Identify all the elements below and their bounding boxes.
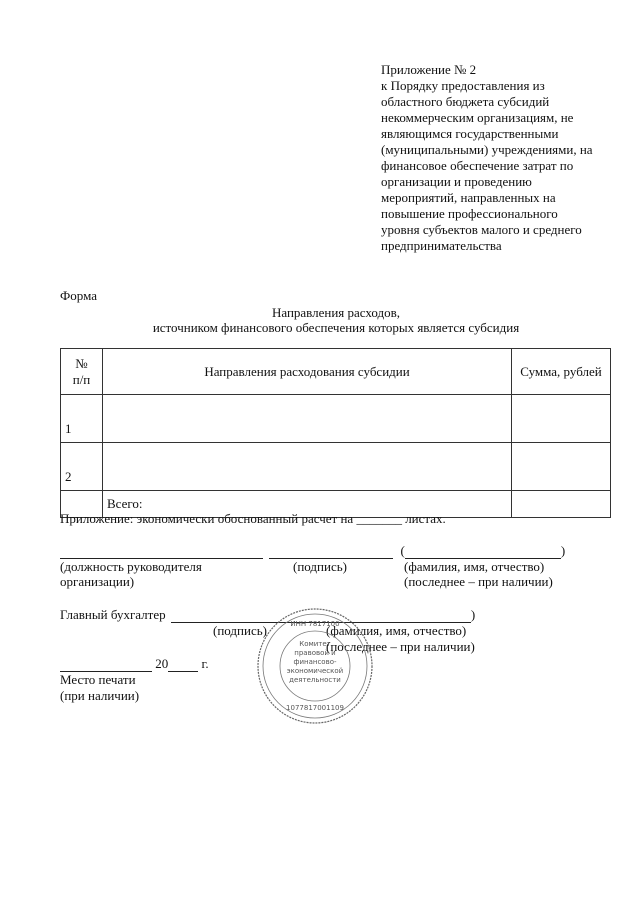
- appendix-line: предпринимательства: [381, 238, 502, 253]
- position-label-1: (должность руководителя: [60, 559, 202, 574]
- appendix-line: мероприятий, направленных на: [381, 190, 556, 205]
- stamp-ogrn: 1077817001109: [286, 704, 344, 712]
- appendix-line: некоммерческим организациям, не: [381, 110, 574, 125]
- table-row: [61, 395, 611, 443]
- stamp-middle-ring: [263, 614, 367, 718]
- name-line: [405, 545, 561, 559]
- position-line: [60, 545, 263, 559]
- name-label-1: (фамилия, имя, отчество): [404, 559, 545, 574]
- appendix-line: Приложение № 2: [381, 62, 477, 77]
- date-line: [60, 656, 209, 672]
- header-number-line1: №: [75, 355, 88, 371]
- table-header-row: [61, 349, 611, 395]
- stamp-line: экономической: [286, 667, 344, 675]
- open-paren: (: [400, 543, 405, 558]
- year-underline: [168, 658, 198, 672]
- signature-lines-head: [60, 543, 565, 559]
- stamp-line: Комитет: [299, 640, 331, 648]
- header-amount: Сумма, рублей: [512, 349, 611, 395]
- title-line-2: источником финансового обеспечения которых является субсидия: [152, 320, 520, 335]
- appendix-line: являющимся государственными: [381, 126, 559, 141]
- position-label-2: организации): [60, 574, 135, 589]
- header-number-line2: п/п: [72, 371, 91, 387]
- appendix-line: (муниципальными) учреждениями, на: [381, 142, 593, 157]
- row-direction-cell: [103, 395, 512, 443]
- table-row: [61, 443, 611, 491]
- header-direction: Направления расходования субсидии: [103, 349, 512, 395]
- stamp-line: правовой и: [294, 649, 336, 657]
- form-label: Форма: [60, 288, 97, 303]
- title-line-1: Направления расходов,: [271, 305, 401, 320]
- row-amount-cell: [512, 443, 611, 491]
- header-number: [61, 349, 103, 395]
- appendix-line: уровня субъектов малого и среднего: [381, 222, 582, 237]
- appendix-line: повышение профессионального: [381, 206, 558, 221]
- chief-name-label-1: (фамилия, имя, отчество): [326, 623, 467, 638]
- date-underline: [60, 658, 152, 672]
- row-number: 1: [61, 395, 103, 443]
- appendix-line: финансовое обеспечение затрат по: [381, 158, 574, 173]
- chief-accountant-label: Главный бухгалтер: [60, 607, 166, 622]
- seal-place-2: (при наличии): [60, 688, 140, 703]
- stamp-inn: ИНН 7817100: [290, 620, 340, 628]
- appendix-line: областного бюджета субсидий: [381, 94, 550, 109]
- signature-label: (подпись): [293, 559, 347, 574]
- total-amount-cell: [512, 491, 611, 518]
- attachment-note: Приложение: экономически обоснованный расчет на _______ листах.: [60, 511, 446, 526]
- total-label: Всего:: [103, 491, 512, 518]
- year-prefix: 20: [155, 656, 169, 671]
- signature-line: [269, 545, 393, 559]
- appendix-line: организации и проведению: [381, 174, 532, 189]
- row-direction-cell: [103, 443, 512, 491]
- appendix-header: [381, 62, 593, 254]
- stamp-line: деятельности: [289, 676, 341, 684]
- year-suffix: г.: [201, 656, 209, 671]
- expenses-table: [60, 348, 611, 518]
- close-paren: ): [470, 607, 476, 622]
- close-paren: ): [560, 543, 566, 558]
- seal-place-1: Место печати: [60, 672, 136, 687]
- official-stamp: [255, 606, 375, 726]
- name-label-2: (последнее – при наличии): [404, 574, 553, 589]
- chief-name-label-2: (последнее – при наличии): [326, 639, 475, 654]
- appendix-line: к Порядку предоставления из: [381, 78, 545, 93]
- row-amount-cell: [512, 395, 611, 443]
- row-number: 2: [61, 443, 103, 491]
- chief-signature-label: (подпись): [213, 623, 267, 638]
- stamp-line: финансово-: [293, 658, 337, 666]
